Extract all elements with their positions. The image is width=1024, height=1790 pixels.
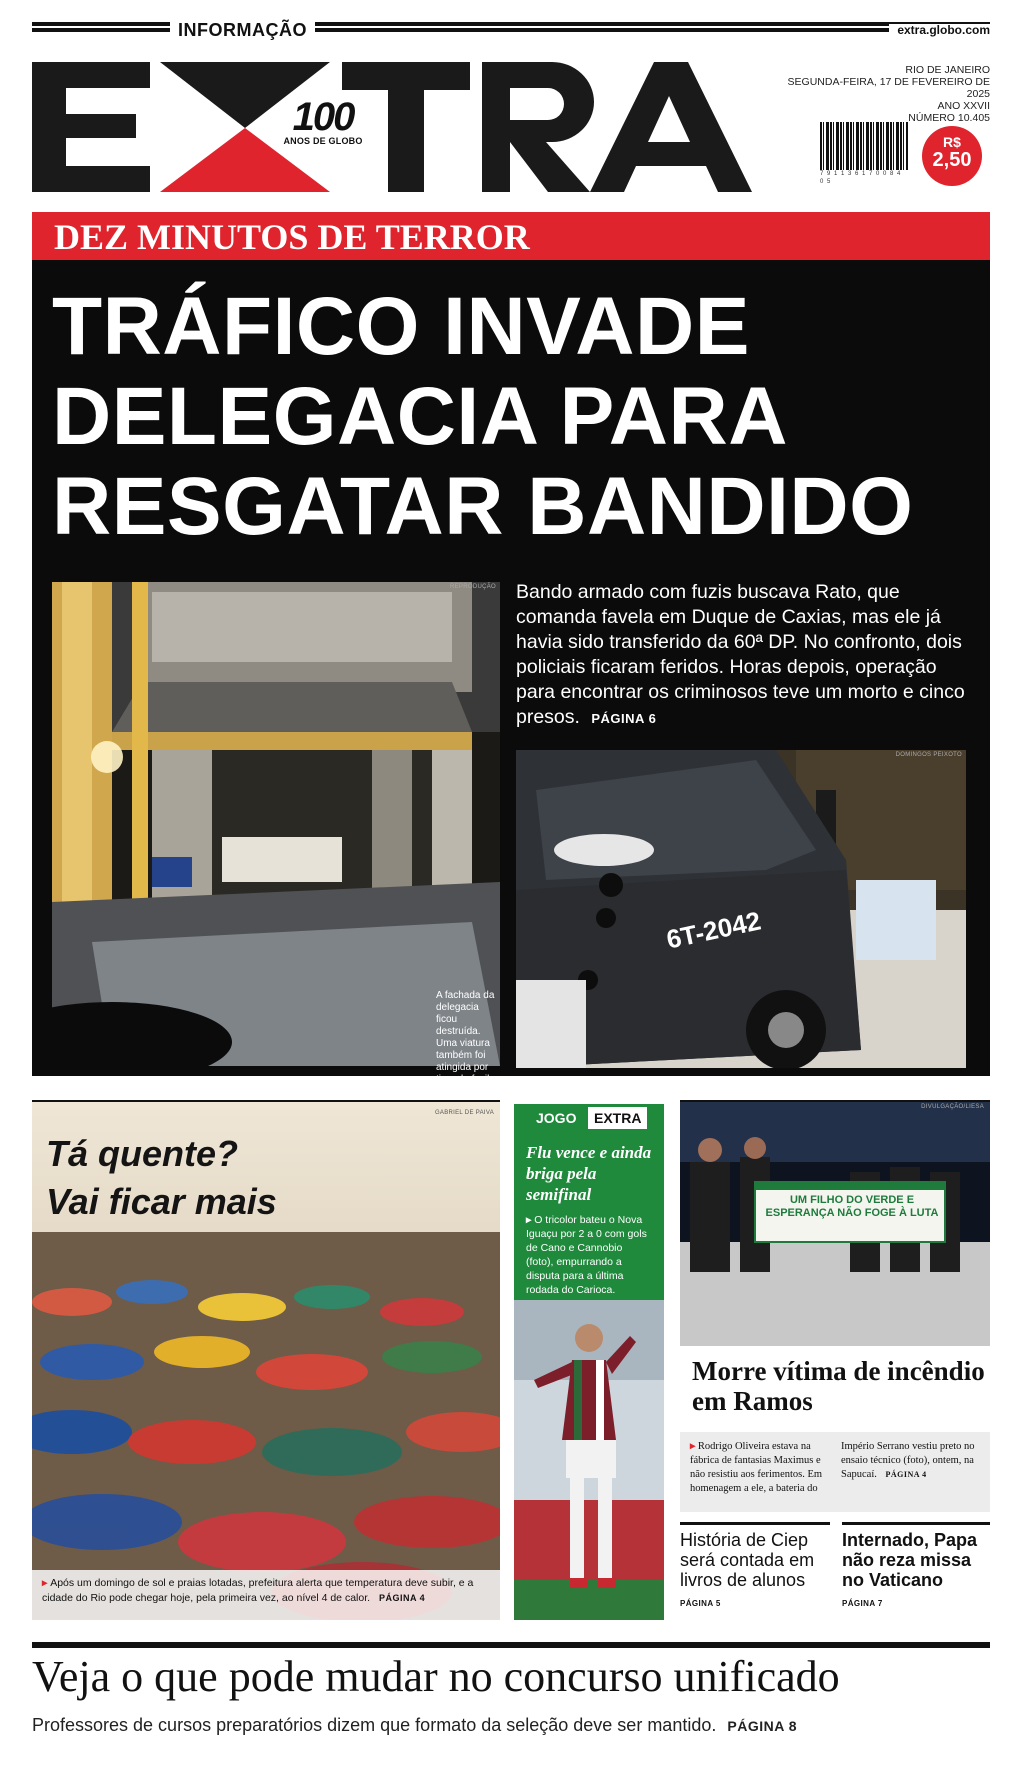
lead-body bbox=[516, 580, 968, 731]
player-photo[interactable] bbox=[514, 1300, 664, 1620]
lead-headline-line-1: TRÁFICO INVADE bbox=[52, 281, 750, 372]
bottom-rule bbox=[32, 1642, 990, 1648]
lead-page-ref[interactable]: PÁGINA 6 bbox=[591, 711, 657, 726]
fire-credit: DIVULGAÇÃO/LIESA bbox=[921, 1104, 984, 1110]
fire-page-ref[interactable]: PÁGINA 4 bbox=[885, 1470, 927, 1479]
jogo-label: JOGO bbox=[536, 1110, 577, 1126]
jogo-text bbox=[526, 1213, 652, 1297]
edition-number: NÚMERO 10.405 bbox=[908, 112, 990, 124]
samba-banner-image bbox=[680, 1102, 990, 1346]
bottom-subhead-text: Professores de cursos preparatórios dizem que formato da seleção deve ser mantido. bbox=[32, 1715, 717, 1735]
police-station-image bbox=[52, 582, 500, 1066]
heat-title-line-2: Vai ficar mais bbox=[46, 1181, 277, 1222]
fire-text-body: Rodrigo Oliveira estava na fábrica de fantasias Maximus e não resistiu aos ferimentos. Em homenagem a ele, a bateria do Império Serrano vestiu preto no ensaio técnico (foto), ontem, na Sapucaí. bbox=[690, 1441, 975, 1494]
photo1-credit: REPRODUÇÃO bbox=[449, 584, 496, 590]
price-currency: R$ bbox=[943, 134, 961, 150]
fire-title[interactable]: Morre vítima de incêndio em Ramos bbox=[692, 1356, 985, 1416]
bullet-icon: ▸ bbox=[526, 1214, 535, 1226]
anniversary-text: ANOS DE GLOBO bbox=[283, 136, 363, 146]
site-url[interactable]: extra.globo.com bbox=[889, 24, 990, 36]
lead-headline-line-2: DELEGACIA PARA bbox=[52, 371, 788, 462]
bullet-icon: ▸ bbox=[42, 1577, 51, 1589]
heat-title[interactable] bbox=[46, 1130, 406, 1226]
papa-title: Internado, Papa não reza missa no Vaticano bbox=[842, 1530, 978, 1590]
lead-kicker-text: DEZ MINUTOS DE TERROR bbox=[54, 217, 530, 257]
ciep-page-ref[interactable]: PÁGINA 5 bbox=[680, 1599, 721, 1608]
lead-body-text: Bando armado com fuzis buscava Rato, que comanda favela em Duque de Caxias, mas ele já havia sido transferido da 60ª DP. No confronto, dois policiais ficaram feridos. Horas depois, operação para encontrar os criminosos teve um morto e cinco presos. bbox=[516, 581, 965, 728]
jogo-text-body: O tricolor bateu o Nova Iguaçu por 2 a 0 com gols de Cano e Cannobio (foto), empurrando a disputa para a última rodada do Carioca. bbox=[526, 1214, 647, 1296]
fire-text bbox=[680, 1432, 990, 1512]
bullet-icon: ▸ bbox=[690, 1441, 698, 1452]
anniversary-badge bbox=[268, 95, 378, 146]
heat-caption-text: Após um domingo de sol e praias lotadas, prefeitura alerta que temperatura deve subir, e a cidade do Rio pode chegar hoje, pela primeira vez, ao nível 4 de calor. bbox=[42, 1577, 474, 1604]
barcode-digits: 7 9 1 1 3 6 1 7 0 0 8 4 0 5 bbox=[820, 171, 902, 185]
police-station-photo[interactable] bbox=[52, 582, 500, 1066]
papa-rule bbox=[842, 1522, 990, 1525]
papa-page-ref[interactable]: PÁGINA 7 bbox=[842, 1599, 883, 1608]
logo-graphic bbox=[30, 50, 790, 200]
edition-year: ANO XXVII bbox=[937, 100, 990, 112]
section-label: INFORMAÇÃO bbox=[170, 22, 315, 38]
barcode bbox=[820, 122, 908, 184]
edition-date: SEGUNDA-FEIRA, 17 DE FEVEREIRO DE 2025 bbox=[787, 76, 990, 100]
police-car-photo[interactable] bbox=[516, 750, 966, 1068]
jogo-story[interactable] bbox=[514, 1132, 664, 1300]
jogo-headline: Flu vence e ainda briga pela semifinal bbox=[526, 1143, 652, 1204]
bottom-subhead bbox=[32, 1714, 992, 1737]
price-value: 2,50 bbox=[932, 149, 972, 171]
ciep-rule bbox=[680, 1522, 830, 1525]
lead-headline-line-3: RESGATAR BANDIDO bbox=[52, 461, 914, 552]
edition-city: RIO DE JANEIRO bbox=[905, 64, 990, 76]
barcode-bars bbox=[820, 122, 908, 170]
heat-title-line-1: Tá quente? bbox=[46, 1133, 239, 1174]
edition-info bbox=[780, 64, 990, 124]
extra-logo[interactable] bbox=[30, 50, 790, 200]
jogo-extra-header bbox=[514, 1104, 664, 1132]
bottom-page-ref[interactable]: PÁGINA 8 bbox=[727, 1718, 797, 1734]
anniversary-number: 100 bbox=[292, 95, 354, 139]
bottom-headline[interactable]: Veja o que pode mudar no concurso unificado bbox=[32, 1652, 840, 1701]
samba-banner-text: UM FILHO DO VERDE E ESPERANÇA NÃO FOGE À LUTA bbox=[765, 1194, 939, 1219]
photo2-credit: DOMINGOS PEIXOTO bbox=[895, 752, 962, 758]
heat-page-ref[interactable]: PÁGINA 4 bbox=[378, 1593, 426, 1603]
price-badge bbox=[922, 126, 982, 186]
football-player-image bbox=[514, 1300, 664, 1620]
car-plate: 6T-2042 bbox=[663, 905, 764, 955]
papa-story[interactable] bbox=[842, 1530, 992, 1614]
jogo-extra-label: EXTRA bbox=[588, 1107, 647, 1129]
lead-headline[interactable] bbox=[52, 282, 982, 552]
samba-school-photo[interactable] bbox=[680, 1102, 990, 1346]
lead-kicker bbox=[32, 212, 990, 260]
heat-credit: GABRIEL DE PAIVA bbox=[434, 1110, 494, 1116]
ciep-title: História de Ciep será contada em livros de alunos bbox=[680, 1530, 815, 1590]
ciep-story[interactable] bbox=[680, 1530, 830, 1614]
heat-caption bbox=[32, 1570, 500, 1620]
photo1-caption: A fachada da delegacia ficou destruída. Uma viatura também foi atingida por tiros de fuzil bbox=[436, 990, 495, 1085]
